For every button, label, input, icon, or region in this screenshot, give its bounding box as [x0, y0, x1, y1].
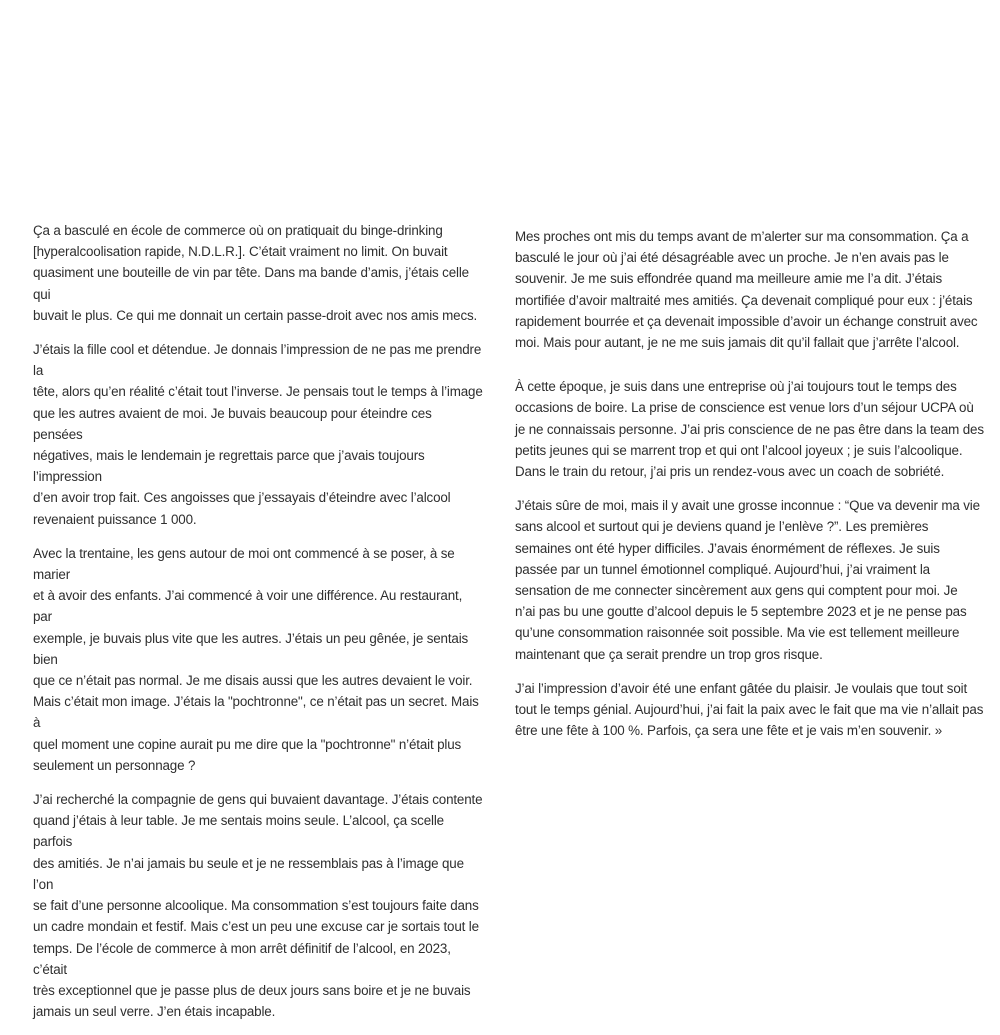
paragraph-cool-girl: J’étais la fille cool et détendue. Je donnais l’impression de ne pas me prendre la tête, alors qu’en réalité c’était tout l’inverse. Je pensais tout le temps à l’image que les autres avaient de moi. Je buvais beaucoup pour éteindre ces pensées négatives, mais le lendemain je regrettais parce que j’avais toujours l’impression d’en avoir trop fait. Ces angoisses que j’essayais d’éteindre avec l’alcool revenaient puissance 1 000. — [33, 342, 483, 527]
paragraph-conclusion: J’ai l’impression d’avoir été une enfant gâtée du plaisir. Je voulais que tout soit tout le temps génial. Aujourd’hui, j’ai fait la paix avec le fait que ma vie n’allait pas être une fête à 100 %. Parfois, ça sera une fête et je vais m’en souvenir. » — [515, 680, 984, 739]
paragraph-awareness: À cette époque, je suis dans une entreprise où j’ai toujours tout le temps des occasions de boire. La prise de conscience est venue lors d’un séjour UCPA où je ne connaissais personne. J’ai pris conscience de ne pas être dans la team des petits jeunes qui se marrent trop et qui ont l’alcool joyeux ; je suis l’alcoolique. Dans le train du retour, j’ai pris un rendez-vous avec un coach de sobriété. — [515, 379, 984, 480]
paragraph-drinking-company: J’ai recherché la compagnie de gens qui buvaient davantage. J’étais contente quand j’étais à leur table. Je me sentais moins seule. L’alcool, ça scelle parfois des amitiés. Je n’ai jamais bu seule et je ne ressemblais pas à l’image que l’on se fait d’une personne alcoolique. Ma consommation s’est toujours faite dans un cadre mondain et festif. Mais c’est un peu une excuse car je sortais tout le temps. De l’école de commerce à mon arrêt définitif de l’alcool, en 2023, c’était très exceptionnel que je passe plus de deux jours sans boire et je ne buvais jamais un seul verre. J’en étais incapable. — [33, 792, 483, 1020]
article-left-column — [33, 220, 483, 1035]
paragraph-relatives-alert: Mes proches ont mis du temps avant de m’alerter sur ma consommation. Ça a basculé le jour où j’ai été désagréable avec un proche. Je n’en avais pas le souvenir. Je me suis effondrée quand ma meilleure amie me l’a dit. J’étais mortifiée d’avoir maltraité mes amitiés. Ça devenait compliqué pour eux : j’étais rapidement bourrée et ça devenait impossible d’avoir un échange construit avec moi. Mais pour autant, je ne me suis jamais dit qu’il fallait que j’arrête l’alcool. — [515, 229, 978, 351]
paragraph-sobriety: J’étais sûre de moi, mais il y avait une grosse inconnue : “Que va devenir ma vie sans alcool et surtout qui je deviens quand je l’enlève ?”. Les premières semaines ont été hyper difficiles. J’avais énormément de réflexes. Je suis passée par un tunnel émotionnel compliqué. Aujourd’hui, j’ai vraiment la sensation de me connecter sincèrement aux gens qui comptent pour moi. Je n’ai pas bu une goutte d’alcool depuis le 5 septembre 2023 et je ne pense pas qu’une consommation raisonnée soit possible. Ma vie est tellement meilleure maintenant que ça serait prendre un trop gros risque. — [515, 498, 980, 662]
article-right-column — [515, 226, 985, 754]
paragraph-thirties: Avec la trentaine, les gens autour de moi ont commencé à se poser, à se marier et à avoir des enfants. J’ai commencé à voir une différence. Au restaurant, par exemple, je buvais plus vite que les autres. J’étais un peu gênée, je sentais bien que ce n’était pas normal. Je me disais aussi que les autres devaient le voir. Mais c’était mon image. J’étais la "pochtronne", ce n’était pas un secret. Mais à quel moment une copine aurait pu me dire que la "pochtronne" n’était plus seulement un personnage ? — [33, 545, 479, 773]
paragraph-business-school: Ça a basculé en école de commerce où on pratiquait du binge-drinking [hyperalcoolisation rapide, N.D.L.R.]. C’était vraiment no limit. On buvait quasiment une bouteille de vin par tête. Dans ma bande d’amis, j’étais celle qui buvait le plus. Ce qui me donnait un certain passe-droit avec nos amis mecs. — [33, 223, 478, 323]
